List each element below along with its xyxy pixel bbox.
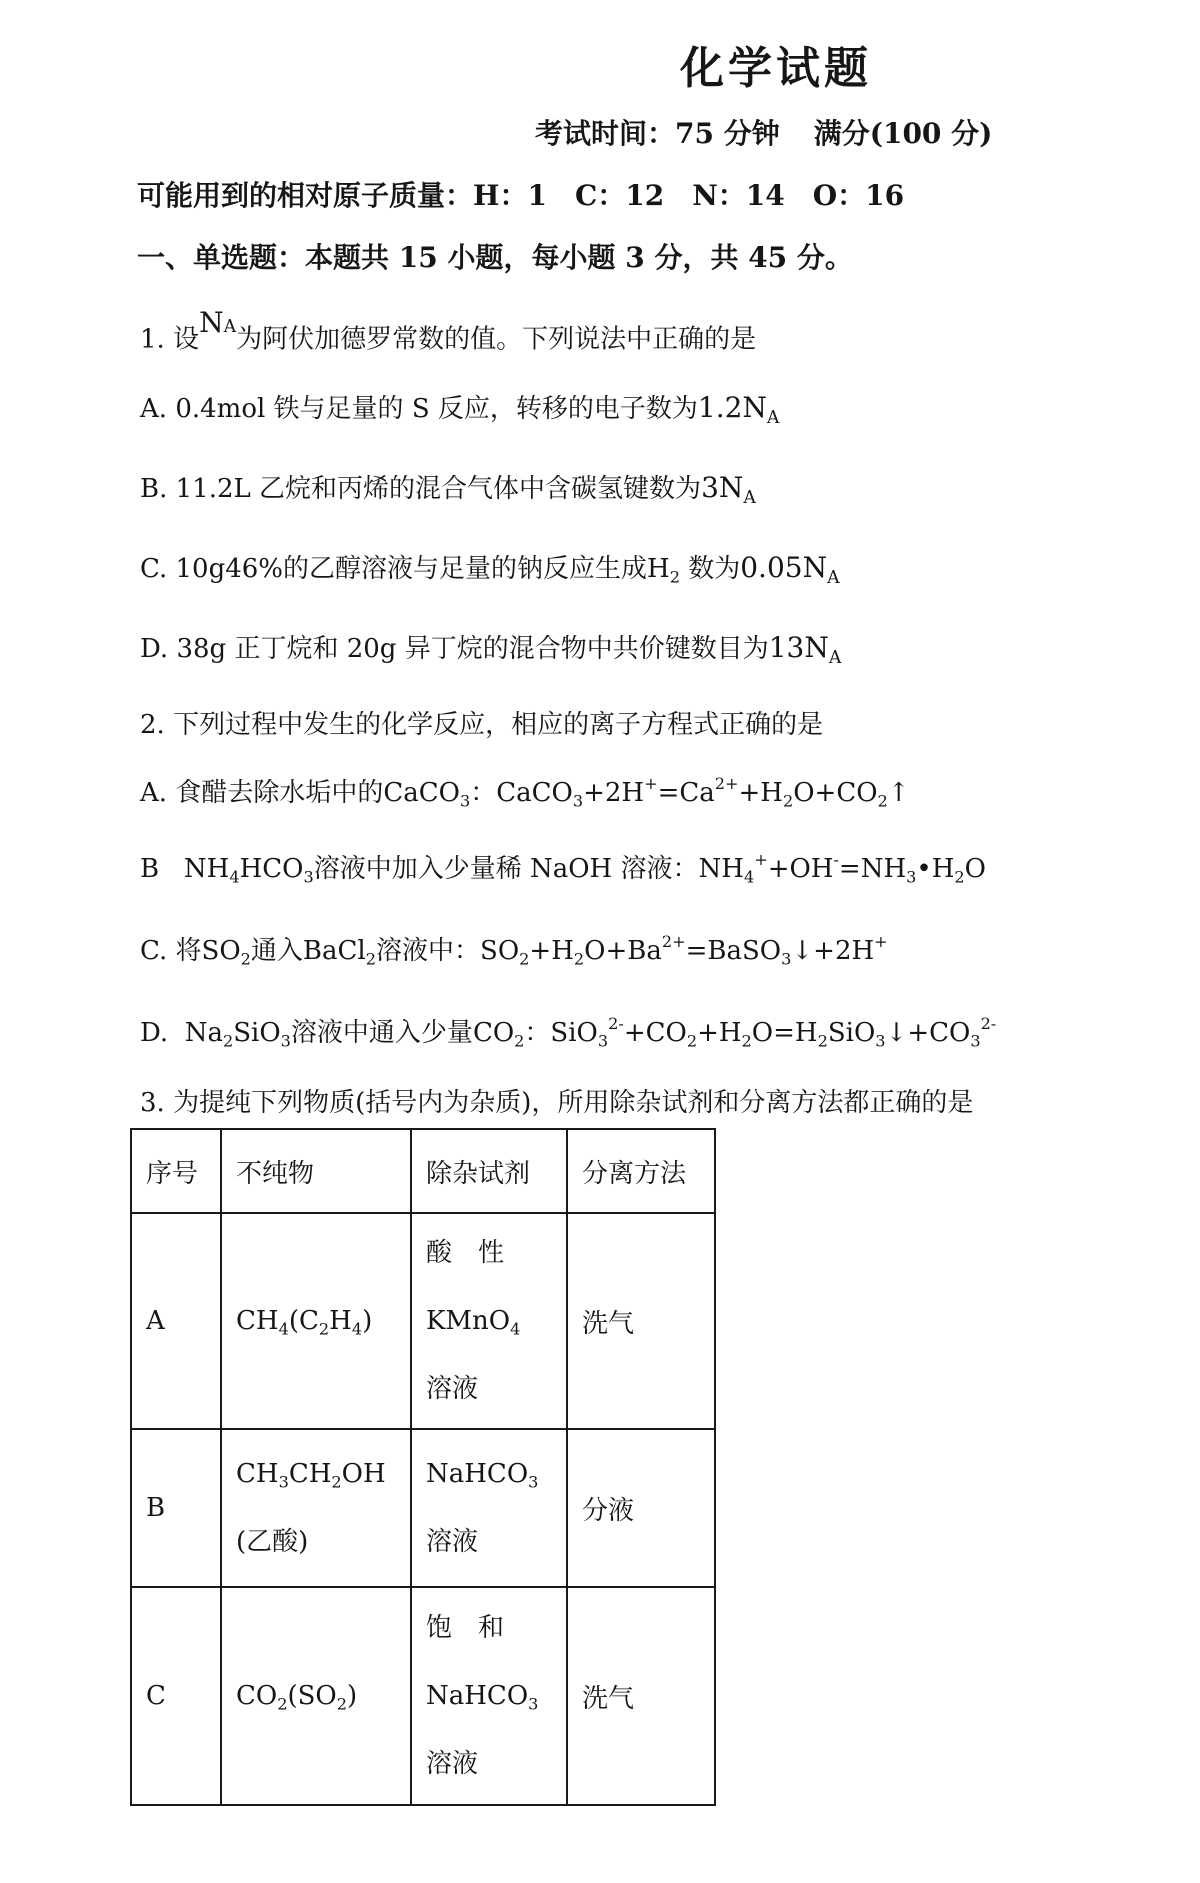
impure-substance: $CO_2(SO_2)$: [221, 1587, 411, 1805]
q2-option-c: C. 将$SO_2$通入BaCl$_2$溶液中：$SO_2+H_2O+Ba^{2+}=BaSO_3↓+2H^+$: [140, 931, 888, 969]
reagent: 酸 性 KMnO$_4$ 溶液: [411, 1213, 567, 1429]
q2-option-d: D. $Na_2SiO_3$溶液中通入少量$CO_2$：$SiO_3^{2-}+CO_2+H_2O=H_2SiO_3↓+CO_3^{2-}$: [140, 1013, 997, 1051]
table-header: 不纯物: [221, 1129, 411, 1213]
q1-option-a: A. 0.4mol 铁与足量的 S 反应，转移的电子数为$1.2N_A$: [140, 391, 780, 429]
kmno4-formula: KMnO$_4$: [426, 1306, 521, 1339]
table-row: [131, 1213, 715, 1429]
impure-substance: $CH_3CH_2OH$ (乙酸): [221, 1429, 411, 1587]
table-header: 除杂试剂: [411, 1129, 567, 1213]
na-symbol: NA: [199, 306, 237, 339]
table-header: 序号: [131, 1129, 221, 1213]
exam-info: [535, 112, 992, 152]
separation-method: 洗气: [567, 1213, 715, 1429]
page-title: 化学试题: [680, 43, 872, 94]
row-id: B: [131, 1429, 221, 1587]
separation-method: 分液: [567, 1429, 715, 1587]
atomic-masses: 可能用到的相对原子质量：H：1 C：12 N：14 O：16: [137, 179, 905, 212]
q1-option-d: D. 38g 正丁烷和 20g 异丁烷的混合物中共价键数目为$13N_A$: [140, 631, 842, 669]
q2-option-a: A. 食醋去除水垢中的CaCO$_3$：$CaCO_3+2H^+=Ca^{2+}+H_2O+CO_2↑$: [140, 773, 910, 811]
separation-method: 洗气: [567, 1587, 715, 1805]
exam-time: 考试时间：75 分钟: [535, 117, 780, 150]
q2-stem: 2. 下列过程中发生的化学反应，相应的离子方程式正确的是: [140, 710, 824, 740]
table-header: 分离方法: [567, 1129, 715, 1213]
q2-option-b: B $NH_4HCO_3$溶液中加入少量稀 NaOH 溶液：$NH_4^++OH^-=NH_3•H_2O$: [140, 849, 986, 887]
table-header-row: [131, 1129, 715, 1213]
impure-substance: $CH_4(C_2H_4)$: [221, 1213, 411, 1429]
q1-stem: 1. 设NA为阿伏加德罗常数的值。下列说法中正确的是: [140, 306, 757, 355]
q1-option-c: C. 10g46%的乙醇溶液与足量的钠反应生成$H_2$ 数为$0.05N_A$: [140, 551, 840, 589]
q1-option-b: B. 11.2L 乙烷和丙烯的混合气体中含碳氢键数为$3N_A$: [140, 471, 756, 509]
row-id: A: [131, 1213, 221, 1429]
purification-table: [130, 1128, 716, 1806]
table-row: [131, 1429, 715, 1587]
reagent: NaHCO$_3$ 溶液: [411, 1429, 567, 1587]
row-id: C: [131, 1587, 221, 1805]
table-row: [131, 1587, 715, 1805]
q3-stem: 3. 为提纯下列物质(括号内为杂质)，所用除杂试剂和分离方法都正确的是: [140, 1088, 974, 1118]
section-heading: 一、单选题：本题共 15 小题，每小题 3 分，共 45 分。: [137, 241, 853, 274]
full-score: 满分(100 分): [813, 117, 993, 150]
reagent: 饱 和 NaHCO$_3$ 溶液: [411, 1587, 567, 1805]
